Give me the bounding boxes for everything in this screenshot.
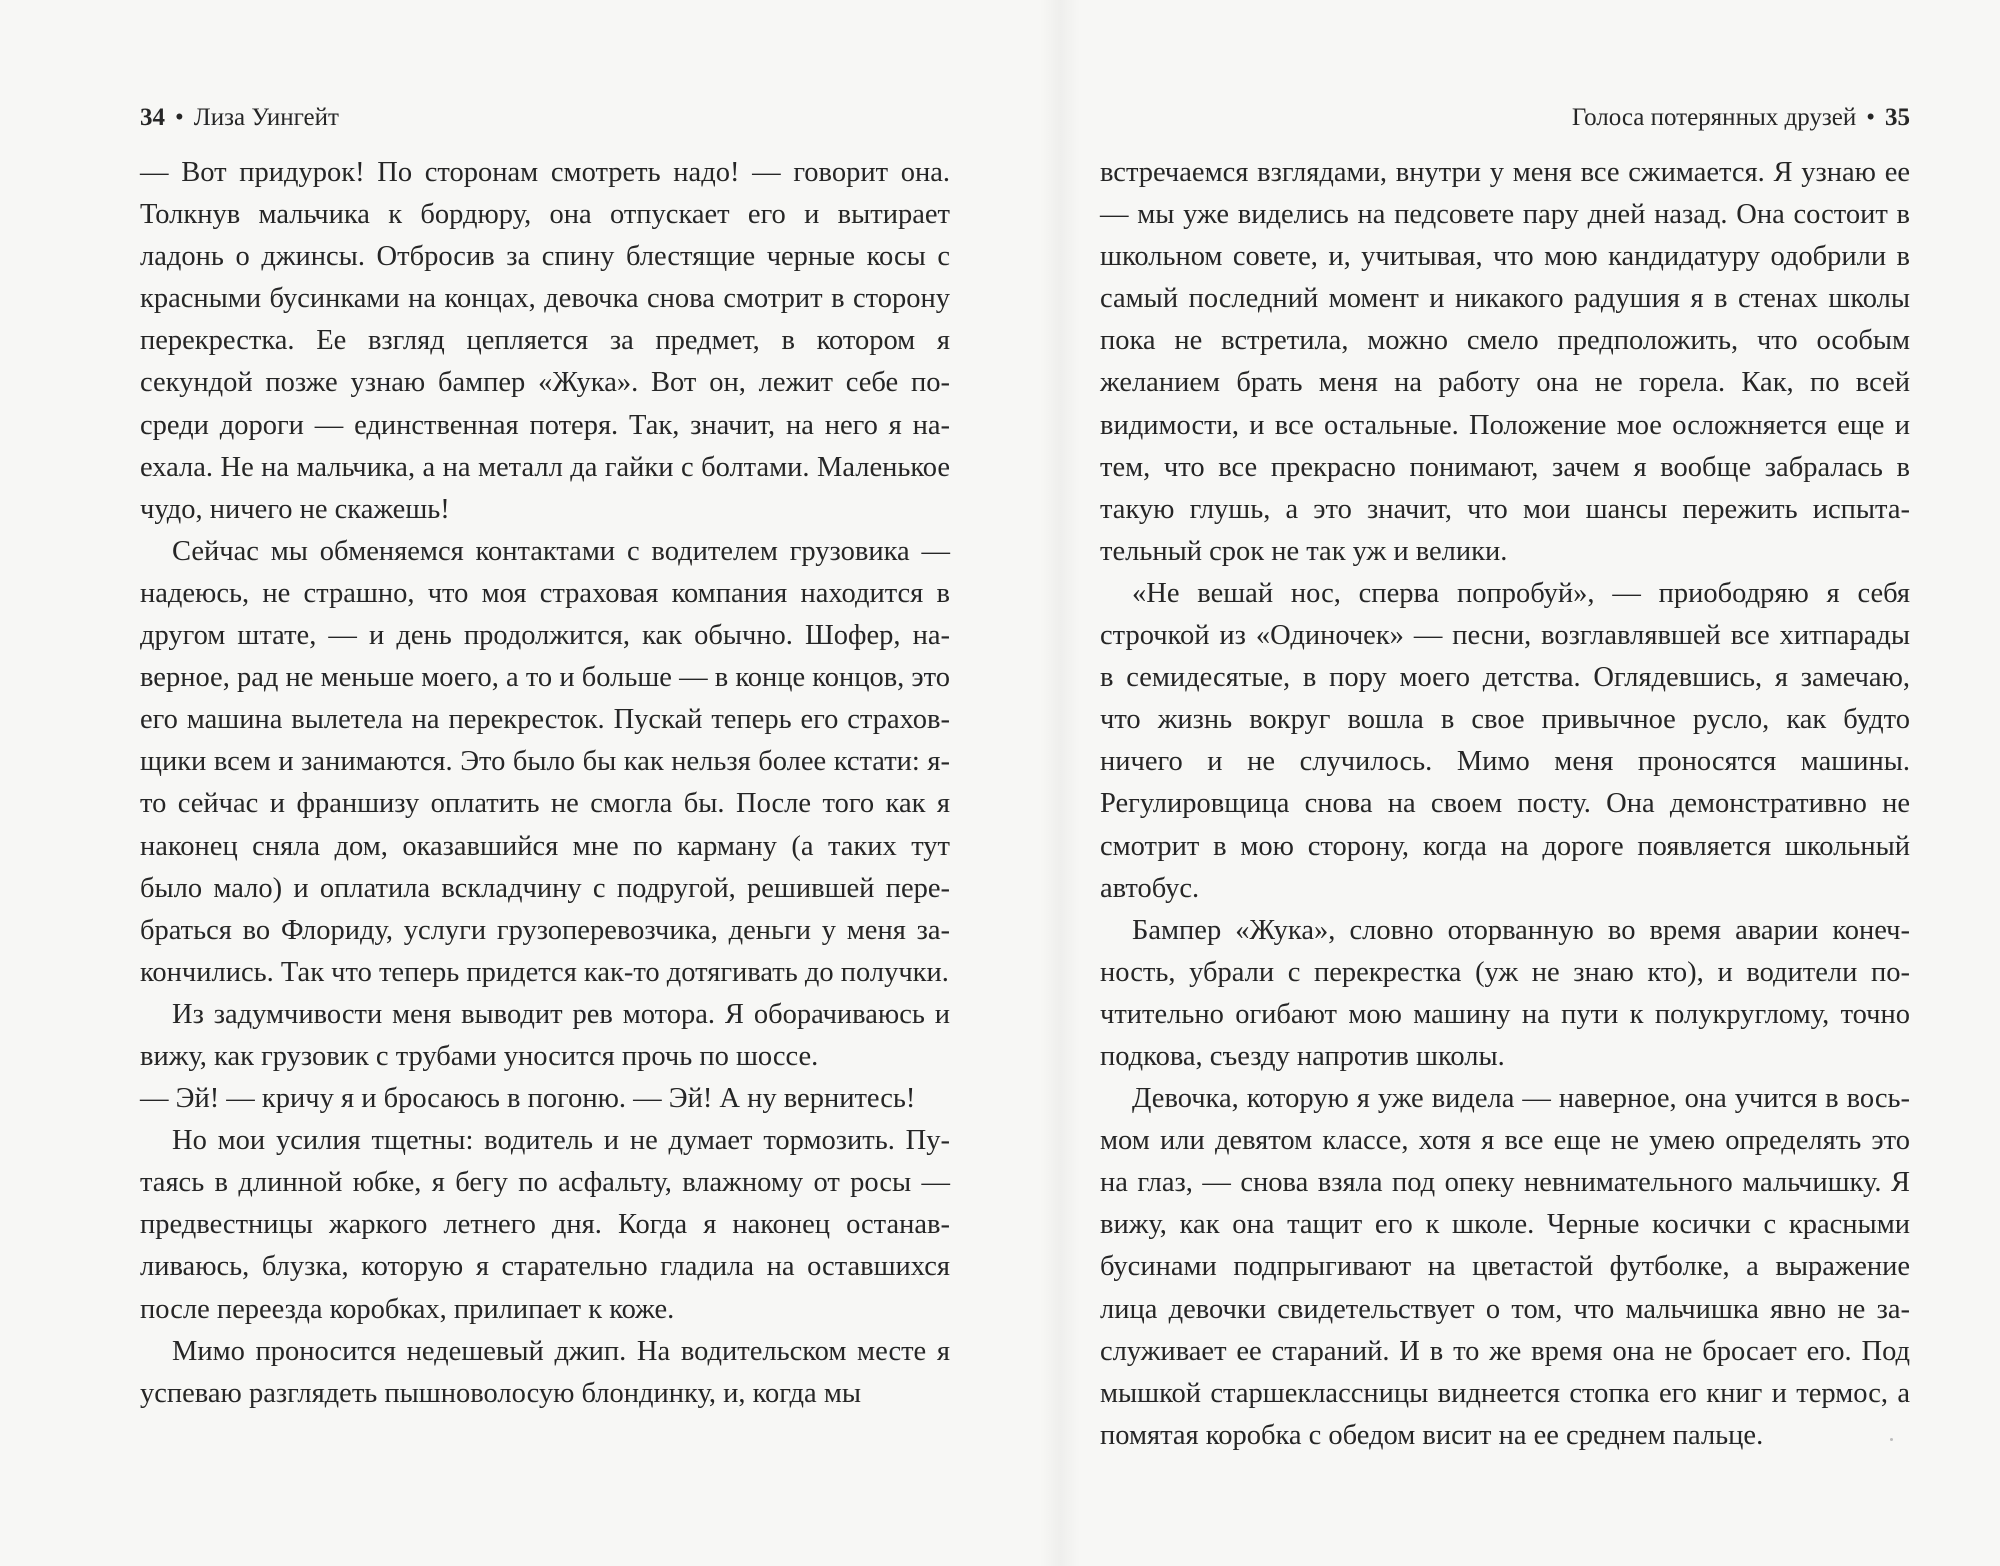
left-page [140, 0, 950, 1566]
paper-fleck [1890, 1438, 1893, 1441]
paragraph: — Вот придурок! По сторонам смотреть надо! — говорит она. Толкнув мальчика к бордюру, она отпускает его и вытирает ладонь о джинсы. Отбросив за спину блестящие черные косы с красными бусинками на концах, девочка снова смотрит в сторону перекрестка. Ее взгляд цепляется за предмет, в котором я секундой позже узнаю бампер «Жука». Вот он, лежит себе посреди дороги — единственная потеря. Так, значит, на него я наехала. Не на мальчика, а на металл да гайки с болтами. Маленькое чудо, ничего не скажешь! [140, 157, 950, 525]
left-header-separator: • [175, 104, 184, 131]
paragraph: — Эй! — кричу я и бросаюсь в погоню. — Эй! А ну вернитесь! [140, 1083, 916, 1115]
right-header-title: Голоса потерянных друзей [1571, 104, 1857, 131]
paragraph: Но мои усилия тщетны: водитель и не думает тормозить. Путаясь в длинной юбке, я бегу по асфальту, влажному от росы — предвестницы жаркого летнего дня. Когда я наконец останавливаюсь, блузка, которую я старательно гладила на оставшихся после переезда коробках, прилипает к коже. [140, 1125, 950, 1325]
paragraph: встречаемся взглядами, внутри у меня все сжимается. Я узнаю ее — мы уже виделись на педсовете пару дней назад. Она состоит в школьном совете, и, учитывая, что мою кандидатуру одобрили в самый последний момент и никакого радушия я в стенах школы пока не встретила, можно смело предположить, что особым желанием брать меня на работу она не горела. Как, по всей видимости, и все остальные. Положение мое осложняется еще и тем, что все прекрасно понимают, зачем я вообще забралась в такую глушь, а это значит, что мои шансы пережить испытательный срок не так уж и велики. [1100, 157, 1910, 567]
right-page-number: 35 [1885, 104, 1910, 131]
right-page [1100, 0, 1910, 1566]
left-running-head [140, 100, 950, 136]
paragraph: «Не вешай нос, сперва попробуй», — приободряю я себя строчкой из «Одиночек» — песни, возглавлявшей все хитпарады в семидесятые, в пору моего детства. Оглядевшись, я замечаю, что жизнь вокруг вошла в свое привычное русло, как будто ничего и не случилось. Мимо меня проносятся машины. Регулировщица снова на своем посту. Она демонстративно не смотрит в мою сторону, когда на дороге появляется школьный автобус. [1100, 577, 1910, 904]
paragraph: Из задумчивости меня выводит рев мотора. Я оборачиваюсь и вижу, как грузовик с трубами уносится прочь по шоссе. [140, 998, 950, 1072]
paragraph: Девочка, которую я уже видела — наверное, она учится в восьмом или девятом классе, хотя я все еще не умею определять это на глаз, — снова взяла под опеку невнимательного мальчишку. Я вижу, как она тащит его к школе. Черные косички с красными бусинами подпрыгивают на цветастой футболке, а выражение лица девочки свидетельствует о том, что мальчишка явно не заслуживает ее стараний. И в то же время она не бросает его. Под мышкой старшеклассницы виднеется стопка его книг и термос, а помятая коробка с обедом висит на ее среднем пальце. [1100, 1083, 1910, 1451]
left-page-number: 34 [140, 104, 165, 131]
paragraph: Бампер «Жука», словно оторванную во время аварии конечность, убрали с перекрестка (уж не знаю кто), и водители почтительно огибают мою машину на пути к полукруглому, точно подкова, съезду напротив школы. [1100, 914, 1910, 1072]
paragraph: Сейчас мы обменяемся контактами с водителем грузовика — надеюсь, не страшно, что моя страховая компания находится в другом штате, — и день продолжится, как обычно. Шофер, наверное, рад не меньше моего, а то и больше — в конце концов, это его машина вылетела на перекресток. Пускай теперь его страховщики всем и занимаются. Это было бы как нельзя более кстати: я-то сейчас и франшизу оплатить не смогла бы. После того как я наконец сняла дом, оказавшийся мне по карману (а таких тут было мало) и оплатила вскладчину с подругой, решившей перебраться во Флориду, услуги грузоперевозчика, деньги у меня закончились. Так что теперь придется как-то дотягивать до получки. [140, 535, 950, 988]
right-running-head [1100, 100, 1910, 136]
left-page-text [140, 152, 950, 1415]
right-page-text [1100, 152, 1910, 1457]
left-header-author: Лиза Уингейт [193, 104, 339, 131]
right-header-separator: • [1866, 104, 1875, 131]
paragraph: Мимо проносится недешевый джип. На водительском месте я успеваю разглядеть пышноволосую блондинку, и, когда мы [140, 1335, 950, 1409]
book-gutter [1040, 0, 1080, 1566]
